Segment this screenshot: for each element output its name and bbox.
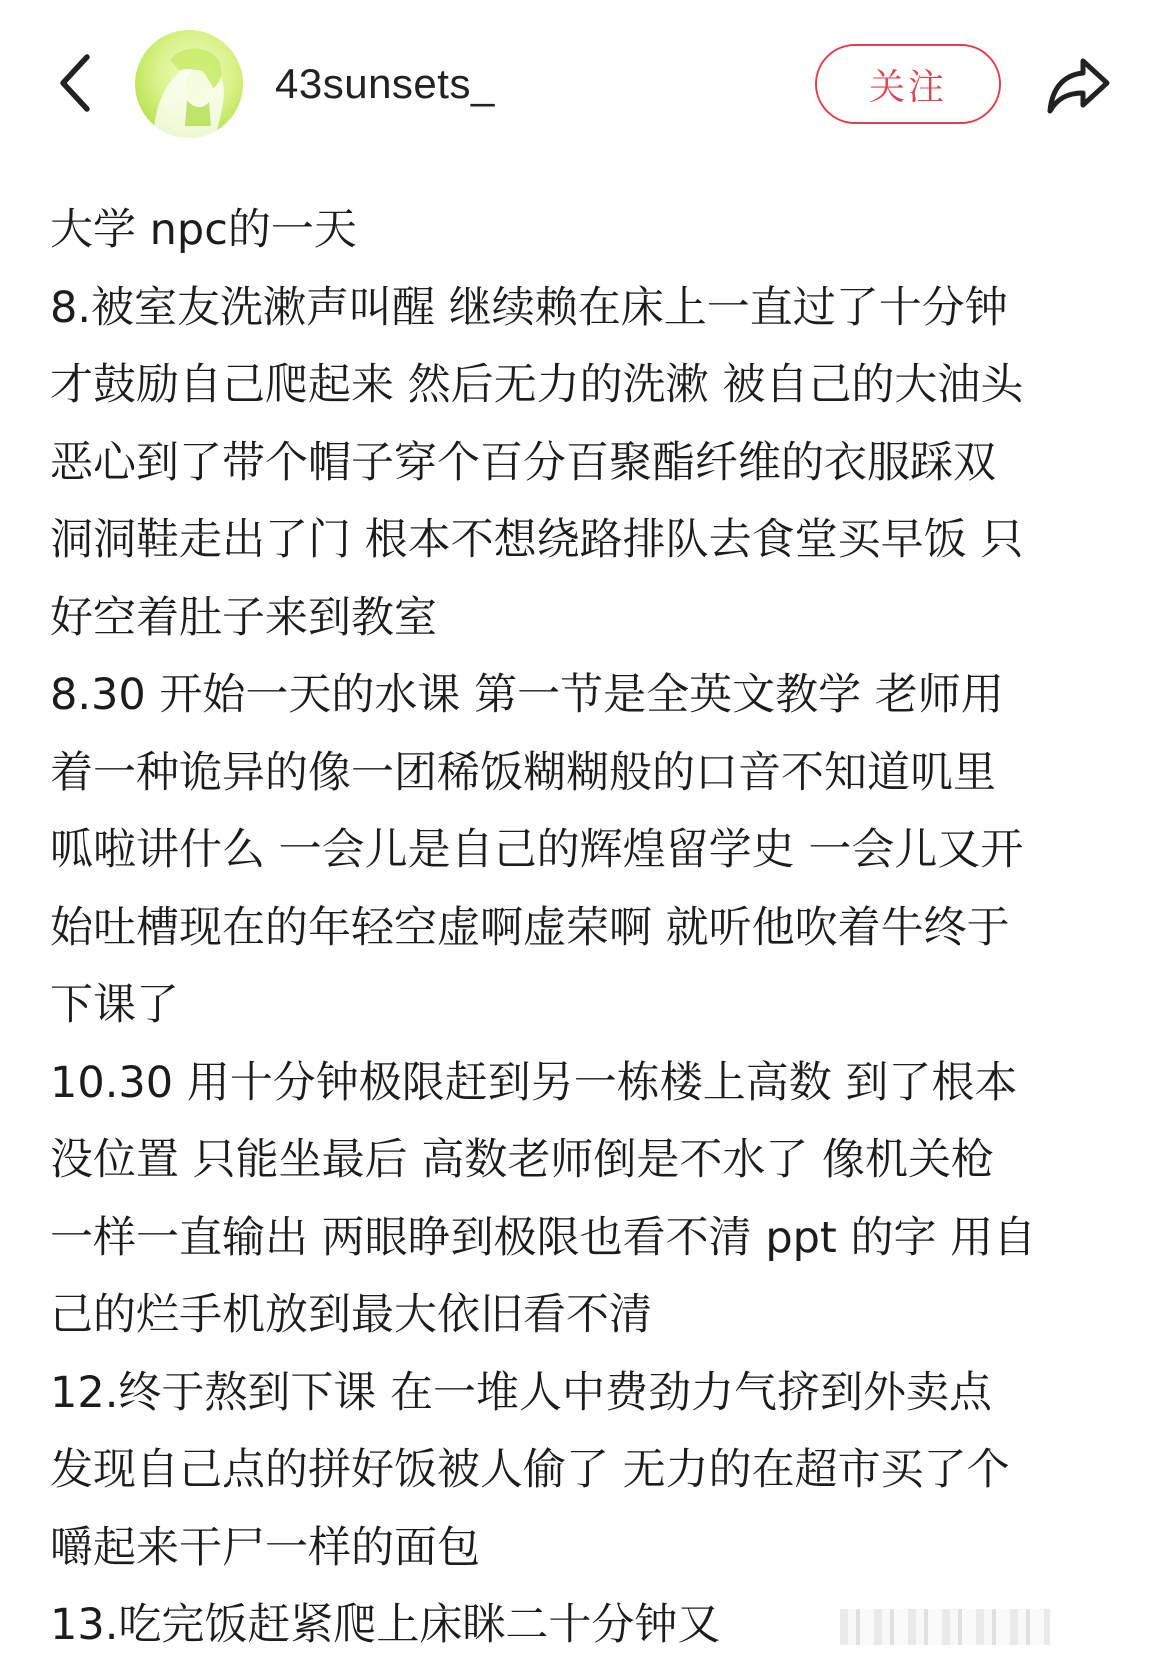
post-line: 呱啦讲什么 一会儿是自己的辉煌留学史 一会儿又开 [50,825,1024,875]
post-line: 好空着肚子来到教室 [50,592,437,643]
post-line: 8.被室友洗漱声叫醒 继续赖在床上一直过了十分钟 [50,282,1008,333]
post-body [50,192,1130,1665]
username[interactable]: 43sunsets_ [275,60,495,107]
post-line: 着一种诡异的像一团稀饭糊糊般的口音不知道叽里 [50,747,996,798]
blurred-text [840,1609,1050,1645]
post-line: 12.终于熬到下课 在一堆人中费劲力气挤到外卖点 [50,1367,993,1418]
post-line: 始吐槽现在的年轻空虚啊虚荣啊 就听他吹着牛终于 [50,902,1010,953]
post-line: 一样一直输出 两眼睁到极限也看不清 ppt 的字 用自 [50,1212,1037,1263]
post-line: 10.30 用十分钟极限赶到另一栋楼上高数 到了根本 [50,1057,1018,1108]
post-line: 己的烂手机放到最大依旧看不清 [50,1290,652,1340]
post-line: 8.30 开始一天的水课 第一节是全英文教学 老师用 [50,670,1004,720]
post-line: 恶心到了带个帽子穿个百分百聚酯纤维的衣服踩双 [50,437,996,488]
share-button[interactable] [1040,50,1116,120]
back-button[interactable] [50,48,100,118]
post-line: 嚼起来干尸一样的面包 [50,1522,480,1573]
avatar[interactable] [135,30,243,138]
avatar-image [135,30,243,138]
post-header [0,0,1170,175]
post-line: 发现自己点的拼好饭被人偷了 无力的在超市买了个 [50,1445,1010,1495]
follow-button[interactable]: 关注 [815,44,1001,124]
share-arrow-icon [1045,55,1111,115]
post-line: 洞洞鞋走出了门 根本不想绕路排队去食堂买早饭 只 [50,515,1024,565]
post-line-truncated [50,1587,1050,1665]
post-line: 没位置 只能坐最后 高数老师倒是不水了 像机关枪 [50,1135,995,1185]
post-title: 大学 npc的一天 [50,205,357,255]
post-line: 下课了 [50,980,179,1030]
post-line-text: 13.吃完饭赶紧爬上床眯二十分钟又 [50,1600,721,1650]
post-line: 才鼓励自己爬起来 然后无力的洗漱 被自己的大油头 [50,360,1024,410]
chevron-left-icon [57,52,93,114]
